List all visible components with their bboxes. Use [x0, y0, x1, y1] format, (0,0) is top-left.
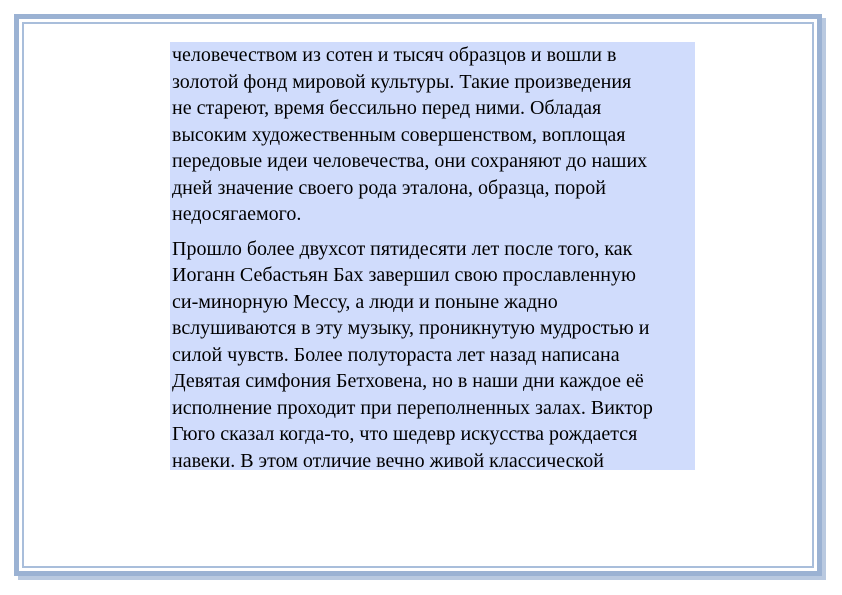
text-line: Девятая симфония Бетховена, но в наши дни каждое её [172, 370, 644, 392]
text-line: человечеством из сотен и тысяч образцов и вошли в [172, 44, 617, 66]
paragraph-1 [172, 42, 693, 228]
text-line: вслушиваются в эту музыку, проникнутую мудростью и [172, 317, 650, 339]
text-line: недосягаемого. [172, 203, 302, 225]
text-line: навеки. В этом отличие вечно живой классической [172, 449, 604, 472]
text-line: дней значение своего рода эталона, образца, порой [172, 176, 606, 199]
text-line: не стареют, время бессильно перед ними. Обладая [172, 97, 602, 119]
text-line: Гюго сказал когда-то, что шедевр искусства рождается [172, 423, 638, 445]
text-line: исполнение проходит при переполненных залах. Виктор [172, 396, 653, 419]
paragraph-2 [172, 236, 693, 475]
text-box[interactable] [170, 42, 695, 470]
text-line: высоким художественным совершенством, воплощая [172, 123, 626, 146]
text-line: си-минорную Мессу, а люди и поныне жадно [172, 290, 558, 313]
text-line: золотой фонд мировой культуры. Такие произведения [172, 70, 632, 93]
text-line: передовые идеи человечества, они сохраняют до наших [172, 150, 648, 172]
text-line: Прошло более двухсот пятидесяти лет после того, как [172, 237, 633, 260]
text-line: Иоганн Себастьян Бах завершил свою прославленную [172, 264, 636, 286]
text-line: силой чувств. Более полутораста лет назад написана [172, 343, 620, 366]
